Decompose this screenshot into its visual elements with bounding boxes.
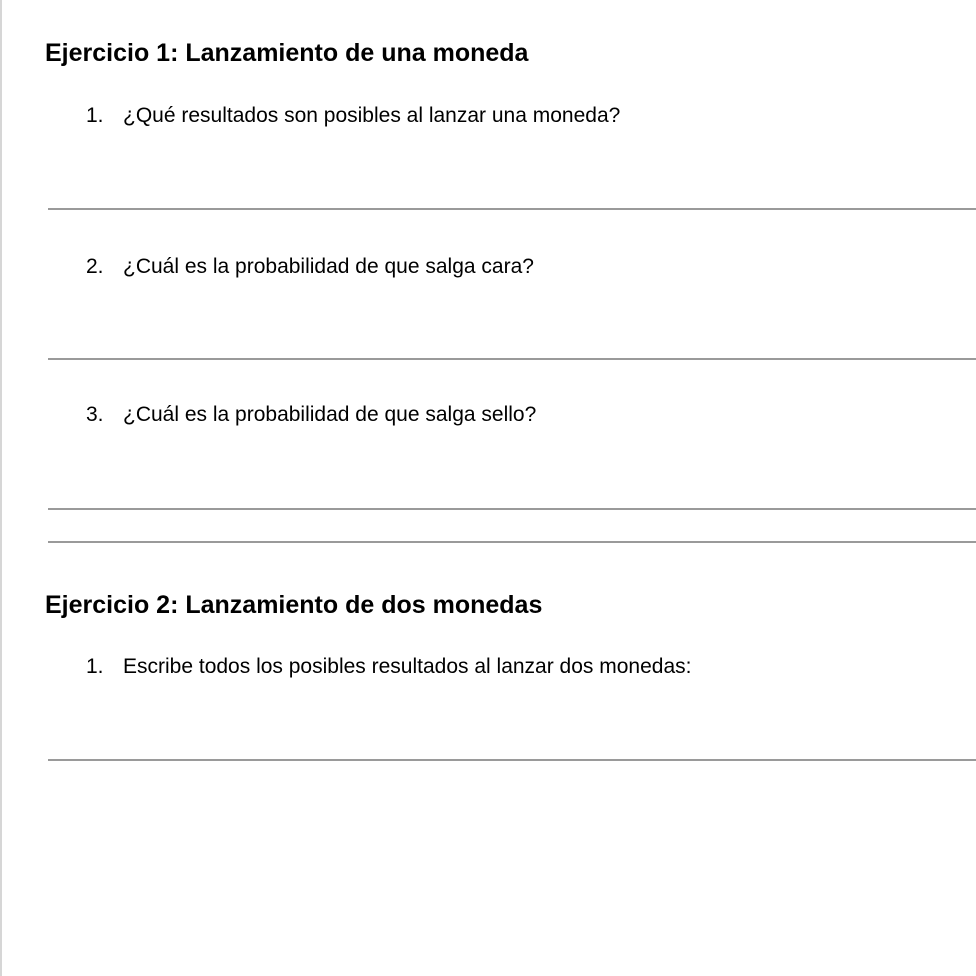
question-number: 2. — [86, 255, 104, 278]
exercise-1-question-1 — [86, 103, 620, 129]
answer-line-1-4[interactable] — [48, 541, 976, 543]
exercise-2-title: Ejercicio 2: Lanzamiento de dos monedas — [45, 591, 543, 619]
question-number: 1. — [86, 655, 104, 678]
question-number: 1. — [86, 104, 104, 127]
question-text: ¿Qué resultados son posibles al lanzar una moneda? — [123, 104, 621, 127]
exercise-1-title: Ejercicio 1: Lanzamiento de una moneda — [45, 39, 529, 67]
answer-line-1-3[interactable] — [48, 508, 976, 510]
exercise-1-question-2 — [86, 254, 534, 280]
answer-line-1-2[interactable] — [48, 358, 976, 360]
question-text: Escribe todos los posibles resultados al lanzar dos monedas: — [123, 655, 692, 678]
question-text: ¿Cuál es la probabilidad de que salga cara? — [123, 255, 534, 278]
question-number: 3. — [86, 403, 104, 426]
question-text: ¿Cuál es la probabilidad de que salga sello? — [123, 403, 537, 426]
exercise-2-question-1 — [86, 654, 691, 680]
page-left-border — [0, 0, 2, 976]
answer-line-2-1[interactable] — [48, 759, 976, 761]
exercise-1-question-3 — [86, 402, 536, 428]
answer-line-1-1[interactable] — [48, 208, 976, 210]
